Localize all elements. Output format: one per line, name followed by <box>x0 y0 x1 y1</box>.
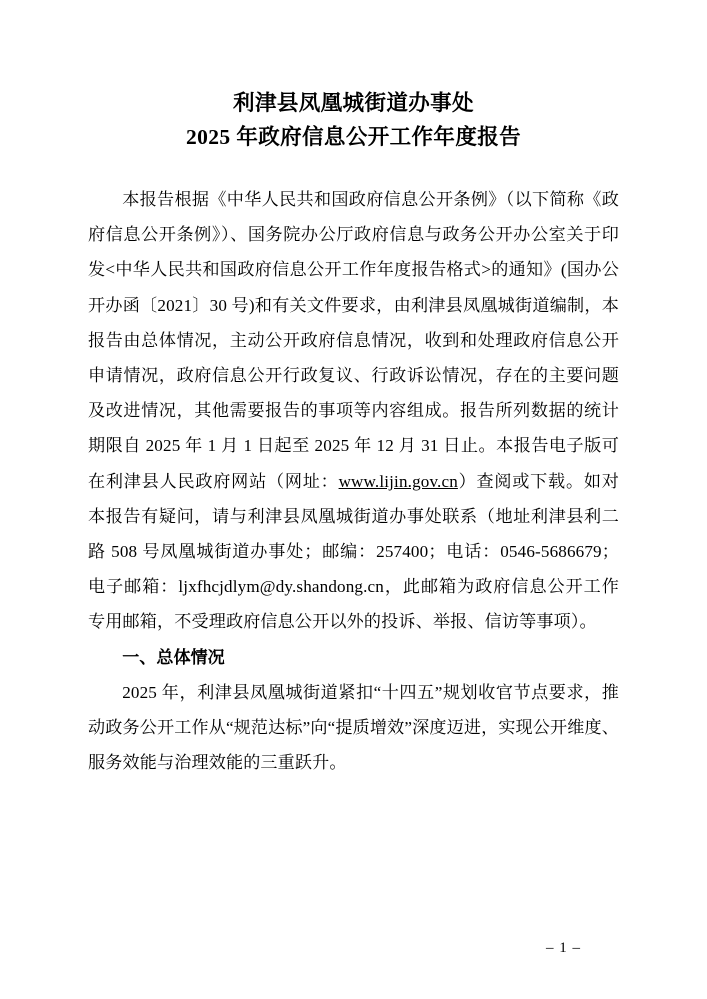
paragraph-overall-situation: 2025 年，利津县凤凰城街道紧扣“十四五”规划收官节点要求，推动政务公开工作从“规范达标”向“提质增效”深度迈进，实现公开维度、服务效能与治理效能的三重跃升。 <box>88 682 620 773</box>
website-link[interactable]: www.lijin.gov.cn <box>338 471 458 491</box>
page-footer <box>0 940 707 957</box>
paragraph-intro-part-3: ，此邮箱为政府信息公开工作专用邮箱，不受理政府信息公开以外的投诉、举报、信访等事项）。 <box>88 577 619 632</box>
document-body <box>88 182 619 780</box>
title-line-2: 2025 年政府信息公开工作年度报告 <box>185 125 522 149</box>
section-heading-overall-situation: 一、总体情况 <box>122 647 225 667</box>
paragraph-intro-part-1: 本报告根据《中华人民共和国政府信息公开条例》（以下简称《政府信息公开条例》）、国务院办公厅政府信息与政务公开办公室关于印发<中华人民共和国政府信息公开工作年度报告格式>的通知》(国办公开办函〔2021〕30 号)和有关文件要求，由利津县凤凰城街道编制，本报告由总体情况，主动公开政府信息情况，收到和处理政府信息公开申请情况，政府信息公开行政复议、行政诉讼情况，存在的主要问题及改进情况，其他需要报告的事项等内容组成。报告所列数据的统计期限自 2025 年 1 月 1 日起至 2025 年 12 月 31 日止。本报告电子版可在利津县人民政府网站（网址： <box>88 190 619 491</box>
page-title <box>88 86 619 154</box>
email-address[interactable]: ljxfhcjdlym@dy.shandong.cn <box>178 577 384 597</box>
paragraph-intro <box>88 182 619 640</box>
paragraph-intro-part-2: ）查阅或下载。如对本报告有疑问，请与利津县凤凰城街道办事处联系（地址利津县利二路 508 号凤凰城街道办事处；邮编：257400；电话：0546-5686679；电子邮箱： <box>88 471 619 597</box>
title-line-1: 利津县凤凰城街道办事处 <box>233 91 474 115</box>
page-number: – 1 – <box>546 940 581 956</box>
